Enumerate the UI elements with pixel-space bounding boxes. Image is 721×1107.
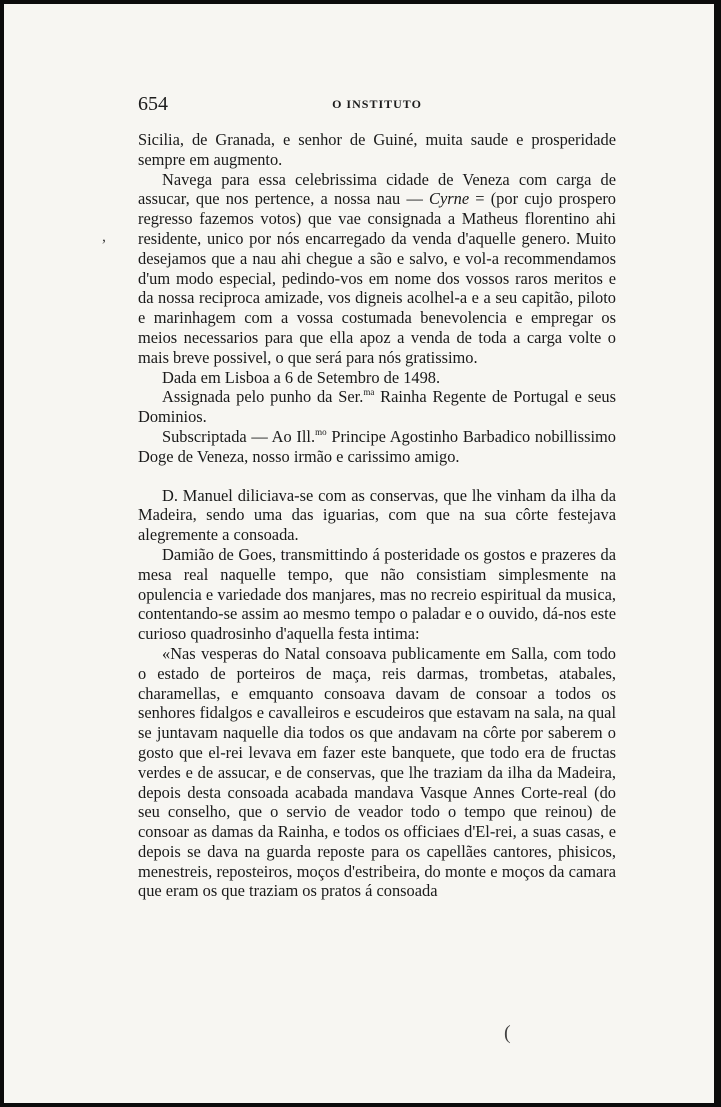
paragraph-address: [138, 427, 616, 467]
paragraph-quotation: [138, 644, 616, 901]
page-header: [138, 92, 616, 116]
paragraph-text: Rainha Regente de Portugal e seus Dominios.: [138, 387, 616, 427]
paragraph-damiao-de-goes: [138, 545, 616, 644]
paragraph-text: Principe Agostinho Barbadico nobillissimo Doge de Veneza, nosso irmão e carissimo amigo.: [138, 426, 616, 466]
paragraph-text: = (por cujo prospero regresso fazemos votos) que vae consignada a Matheus florentino ahi residente, unico por nós encarregado da venda d'aquelle genero. Muito desejamos que a nau ahi chegue a são e salvo, e vol-a recommendamos d'um modo especial, pedindo-vos em nome dos vossos raros meritos e da nossa reciproca amizade, vos digneis acolhel-a e a seu capitão, piloto e marinhagem com a vossa costumada benevolencia e empregar os meios necessarios para que ella apoz a venda de toda a carga volte o mais breve possivel, o que será para nós gratissimo.: [138, 189, 616, 367]
page-body: [138, 130, 616, 901]
paragraph-salutation-end: [138, 130, 616, 170]
paragraph-ship-cargo: [138, 170, 616, 368]
paragraph-date: [138, 368, 616, 388]
paragraph-text: «Nas vesperas do Natal consoava publicamente em Salla, com todo o estado de porteiros de maça, reis darmas, trombetas, atabales, charamellas, e emquanto consoava davam de consoar a todos os senhores fidalgos e cavalleiros e escudeiros que estavam na sala, na qual se juntavam naquelle dia todos os que andavam na côrte por saberem o gosto que el-rei levava em fazer este banquete, que todo era de fructas verdes e de assucar, e de conservas, que lhe traziam da ilha da Madeira, depois desta consoada acabada mandava Vasque Annes Corte-real (do seu conselho, que o servio de veador todo o tempo que reinou) de consoar as damas da Rainha, e todos os officiaes d'El-rei, a suas casas, e depois se dava na guarda reposte para os capellães cantores, phisicos, menestreis, reposteiros, moços d'estribeira, do monte e moços da camara que eram os que traziam os pratos á consoada: [138, 643, 616, 901]
margin-speck: (: [504, 1022, 511, 1044]
paragraph-signature: [138, 387, 616, 427]
ship-name: Cyrne: [429, 189, 470, 209]
margin-speck: ,: [102, 228, 106, 245]
running-title: O INSTITUTO: [332, 97, 422, 111]
paragraph-text: Sicilia, de Granada, e senhor de Guiné, muita saude e prosperidade sempre em augmento.: [138, 130, 616, 169]
book-page: [4, 4, 714, 1103]
paragraph-text: Assignada pelo punho da Ser.: [162, 387, 364, 407]
paragraph-text: Damião de Goes, transmittindo á posteridade os gostos e prazeres da mesa real naquelle tempo, que não consistiam simplesmente na opulencia e variedade dos manjares, mas no recreio espiritual da musica, contentando-se assim ao mesmo tempo o paladar e o ouvido, dá-nos este curioso quadrosinho d'aquella festa intima:: [138, 544, 616, 644]
paragraph-text: Navega para essa celebrissima cidade de Veneza com carga de assucar, que nos pertence, a nossa nau —: [138, 169, 616, 209]
paragraph-text: D. Manuel diliciava-se com as conservas, que lhe vinham da ilha da Madeira, sendo uma das iguarias, com que na sua côrte festejava alegremente a consoada.: [138, 485, 616, 545]
section-gap: [138, 467, 616, 486]
paragraph-text: Dada em Lisboa a 6 de Setembro de 1498.: [162, 367, 441, 387]
superscript: ma: [363, 387, 375, 398]
paragraph-d-manuel: [138, 486, 616, 545]
paragraph-text: Subscriptada — Ao Ill.: [162, 426, 316, 446]
superscript: mo: [315, 426, 327, 437]
page-number: 654: [138, 93, 168, 115]
